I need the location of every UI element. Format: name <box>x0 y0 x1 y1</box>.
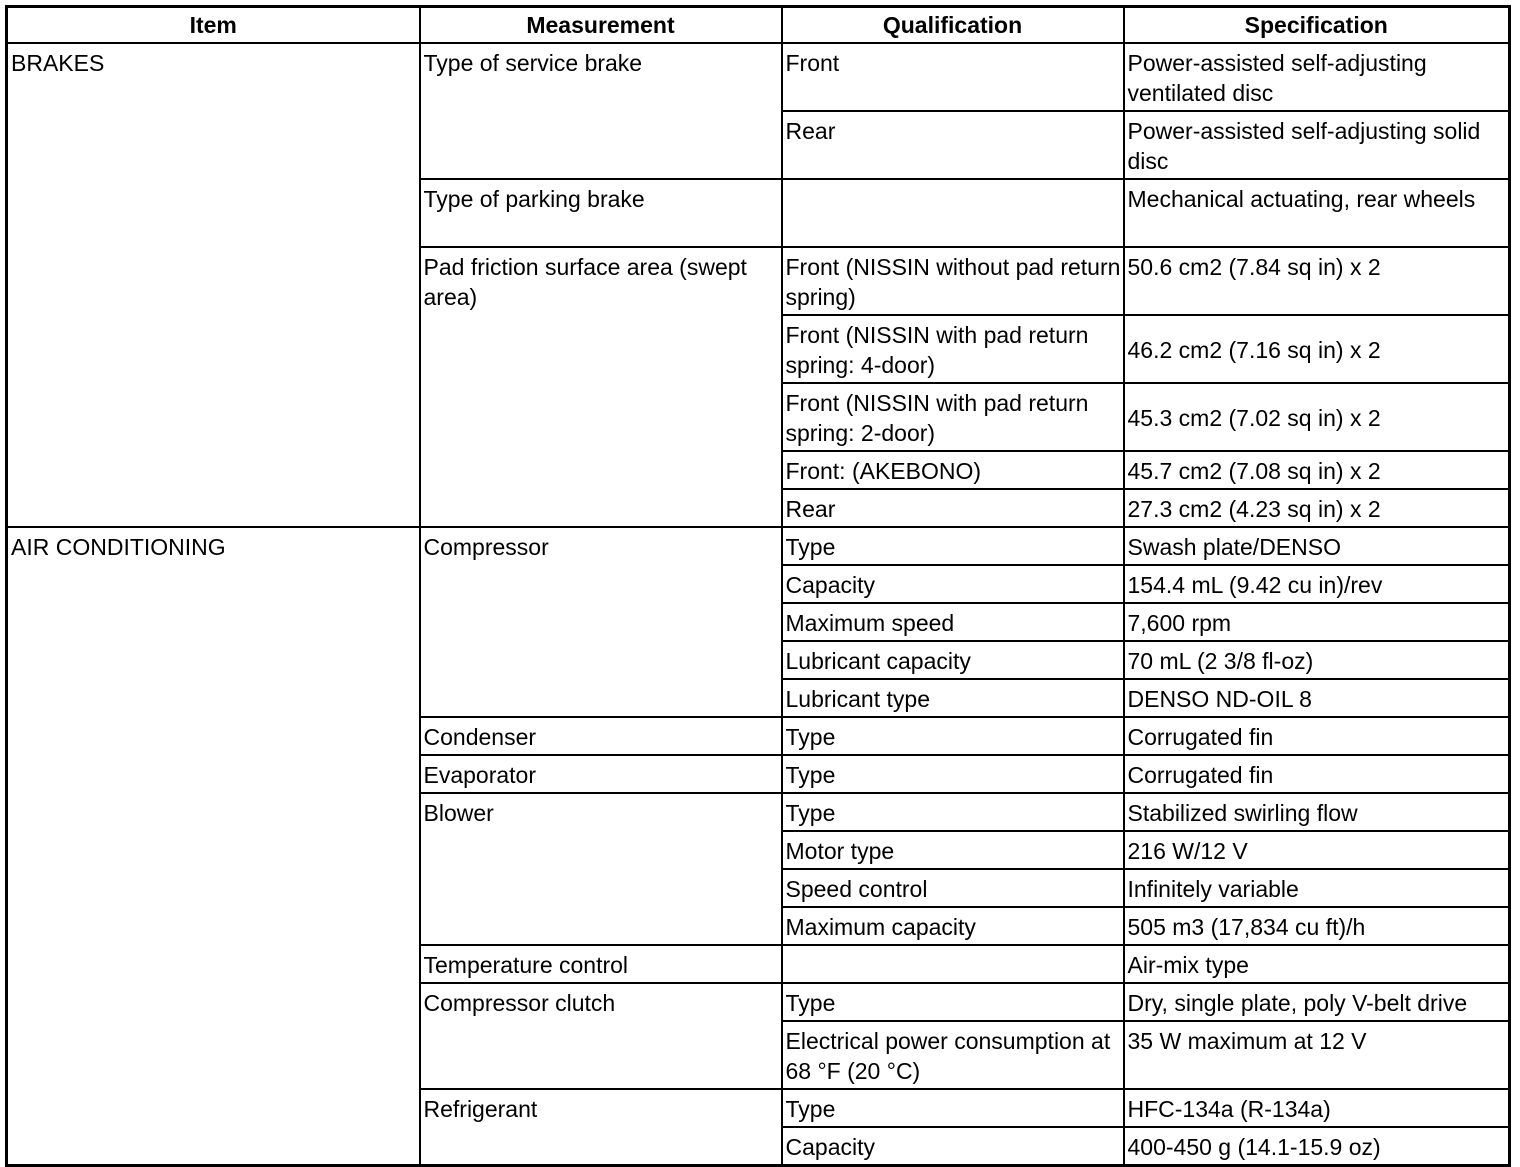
qualification-cell: Lubricant type <box>782 679 1124 717</box>
specification-cell: 35 W maximum at 12 V <box>1124 1021 1510 1089</box>
specification-cell: Infinitely variable <box>1124 869 1510 907</box>
table-row <box>7 527 1510 565</box>
specification-cell: 505 m3 (17,834 cu ft)/h <box>1124 907 1510 945</box>
specification-cell: Power-assisted self-adjusting solid disc <box>1124 111 1510 179</box>
measurement-compressor: Compressor <box>420 527 782 717</box>
qualification-cell: Rear <box>782 111 1124 179</box>
qualification-cell: Front: (AKEBONO) <box>782 451 1124 489</box>
specification-cell: Swash plate/DENSO <box>1124 527 1510 565</box>
measurement-blower: Blower <box>420 793 782 945</box>
item-air-conditioning: AIR CONDITIONING <box>7 527 420 1166</box>
specification-cell: Stabilized swirling flow <box>1124 793 1510 831</box>
qualification-cell: Speed control <box>782 869 1124 907</box>
qualification-cell: Maximum speed <box>782 603 1124 641</box>
specification-cell: HFC-134a (R-134a) <box>1124 1089 1510 1127</box>
measurement-pad-area: Pad friction surface area (swept area) <box>420 247 782 527</box>
qualification-cell: Front <box>782 43 1124 111</box>
specification-cell: Dry, single plate, poly V-belt drive <box>1124 983 1510 1021</box>
header-qualification: Qualification <box>782 7 1124 44</box>
qualification-cell <box>782 179 1124 247</box>
qualification-cell: Type <box>782 793 1124 831</box>
qualification-cell: Type <box>782 717 1124 755</box>
specification-cell: 7,600 rpm <box>1124 603 1510 641</box>
measurement-parking-brake: Type of parking brake <box>420 179 782 247</box>
qualification-cell <box>782 945 1124 983</box>
specification-cell: 50.6 cm2 (7.84 sq in) x 2 <box>1124 247 1510 315</box>
qualification-cell: Front (NISSIN with pad return spring: 2-door) <box>782 383 1124 451</box>
specification-cell: Air-mix type <box>1124 945 1510 983</box>
table-row <box>7 43 1510 111</box>
specification-cell: 400-450 g (14.1-15.9 oz) <box>1124 1127 1510 1166</box>
specification-cell: 27.3 cm2 (4.23 sq in) x 2 <box>1124 489 1510 527</box>
measurement-temperature-control: Temperature control <box>420 945 782 983</box>
specification-cell: 154.4 mL (9.42 cu in)/rev <box>1124 565 1510 603</box>
specification-cell: Corrugated fin <box>1124 755 1510 793</box>
measurement-condenser: Condenser <box>420 717 782 755</box>
qualification-cell: Front (NISSIN without pad return spring) <box>782 247 1124 315</box>
specification-cell: 70 mL (2 3/8 fl-oz) <box>1124 641 1510 679</box>
specification-cell: 45.7 cm2 (7.08 sq in) x 2 <box>1124 451 1510 489</box>
specification-cell: Mechanical actuating, rear wheels <box>1124 179 1510 247</box>
qualification-cell: Type <box>782 1089 1124 1127</box>
specification-cell: 216 W/12 V <box>1124 831 1510 869</box>
measurement-evaporator: Evaporator <box>420 755 782 793</box>
measurement-refrigerant: Refrigerant <box>420 1089 782 1166</box>
item-brakes: BRAKES <box>7 43 420 527</box>
qualification-cell: Capacity <box>782 565 1124 603</box>
specification-cell: DENSO ND-OIL 8 <box>1124 679 1510 717</box>
qualification-cell: Motor type <box>782 831 1124 869</box>
specification-cell: Corrugated fin <box>1124 717 1510 755</box>
qualification-cell: Type <box>782 527 1124 565</box>
qualification-cell: Type <box>782 983 1124 1021</box>
specification-cell: 46.2 cm2 (7.16 sq in) x 2 <box>1124 315 1510 383</box>
header-row <box>7 7 1510 44</box>
qualification-cell: Capacity <box>782 1127 1124 1166</box>
table-body <box>7 43 1510 1166</box>
qualification-cell: Type <box>782 755 1124 793</box>
qualification-cell: Electrical power consumption at 68 °F (20 °C) <box>782 1021 1124 1089</box>
specification-cell: 45.3 cm2 (7.02 sq in) x 2 <box>1124 383 1510 451</box>
qualification-cell: Maximum capacity <box>782 907 1124 945</box>
qualification-cell: Rear <box>782 489 1124 527</box>
measurement-service-brake: Type of service brake <box>420 43 782 179</box>
qualification-cell: Lubricant capacity <box>782 641 1124 679</box>
specification-table <box>5 5 1511 1167</box>
table-header <box>7 7 1510 44</box>
header-specification: Specification <box>1124 7 1510 44</box>
qualification-cell: Front (NISSIN with pad return spring: 4-door) <box>782 315 1124 383</box>
specification-cell: Power-assisted self-adjusting ventilated disc <box>1124 43 1510 111</box>
measurement-compressor-clutch: Compressor clutch <box>420 983 782 1089</box>
header-measurement: Measurement <box>420 7 782 44</box>
header-item: Item <box>7 7 420 44</box>
